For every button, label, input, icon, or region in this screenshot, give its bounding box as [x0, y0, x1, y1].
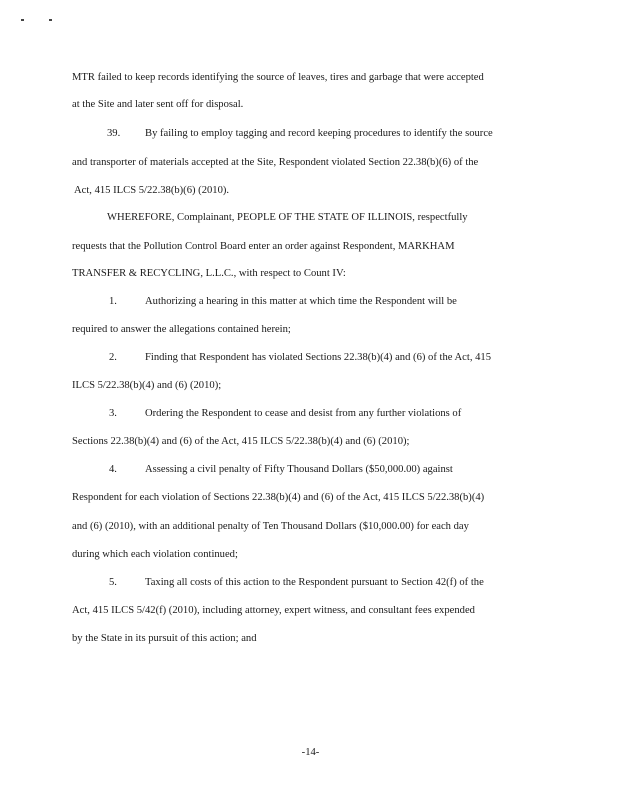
text-line-content: Taxing all costs of this action to the Respondent pursuant to Section 42(f) of the	[145, 577, 484, 588]
text-line-content: Act, 415 ILCS 5/22.38(b)(6) (2010).	[74, 185, 230, 196]
text-line-content: ILCS 5/22.38(b)(4) and (6) (2010);	[72, 380, 222, 391]
text-line-content: Authorizing a hearing in this matter at which time the Respondent will be	[145, 296, 457, 307]
text-line-content: TRANSFER & RECYCLING, L.L.C., with respect to Count IV:	[72, 268, 346, 279]
text-line-content: required to answer the allegations contained herein;	[72, 324, 291, 335]
scan-artifact	[49, 19, 52, 21]
paragraph-number: 39.	[107, 128, 121, 139]
text-line-content: Assessing a civil penalty of Fifty Thousand Dollars ($50,000.00) against	[145, 464, 453, 475]
text-line-content: by the State in its pursuit of this action; and	[72, 633, 257, 644]
page-number: -14-	[301, 747, 320, 758]
item-number: 2.	[109, 352, 117, 363]
text-line-content: By failing to employ tagging and record keeping procedures to identify the source	[145, 128, 493, 139]
text-line-content: Act, 415 ILCS 5/42(f) (2010), including attorney, expert witness, and consultant fees expended	[72, 605, 475, 616]
text-line-content: at the Site and later sent off for disposal.	[72, 99, 244, 110]
text-line-content: during which each violation continued;	[72, 549, 238, 560]
text-line-content: Finding that Respondent has violated Sections 22.38(b)(4) and (6) of the Act, 415	[145, 352, 492, 363]
text-line-content: WHEREFORE, Complainant, PEOPLE OF THE STATE OF ILLINOIS, respectfully	[107, 212, 468, 223]
text-line-content: and transporter of materials accepted at the Site, Respondent violated Section 22.38(b)(6) of the	[72, 157, 479, 168]
text-line-content: Sections 22.38(b)(4) and (6) of the Act, 415 ILCS 5/22.38(b)(4) and (6) (2010);	[72, 436, 410, 447]
scan-artifact	[21, 19, 24, 21]
item-number: 1.	[109, 296, 117, 307]
text-line-content: requests that the Pollution Control Board enter an order against Respondent, MARKHAM	[72, 241, 455, 252]
text-line-content: and (6) (2010), with an additional penalty of Ten Thousand Dollars ($10,000.00) for each day	[72, 521, 469, 532]
item-number: 3.	[109, 408, 117, 419]
item-number: 5.	[109, 577, 117, 588]
text-line-content: Ordering the Respondent to cease and desist from any further violations of	[145, 408, 462, 419]
text-line-content: Respondent for each violation of Sections 22.38(b)(4) and (6) of the Act, 415 ILCS 5/22.38(b)(4)	[72, 492, 485, 503]
item-number: 4.	[109, 464, 117, 475]
text-line-content: MTR failed to keep records identifying the source of leaves, tires and garbage that were accepted	[72, 72, 484, 83]
